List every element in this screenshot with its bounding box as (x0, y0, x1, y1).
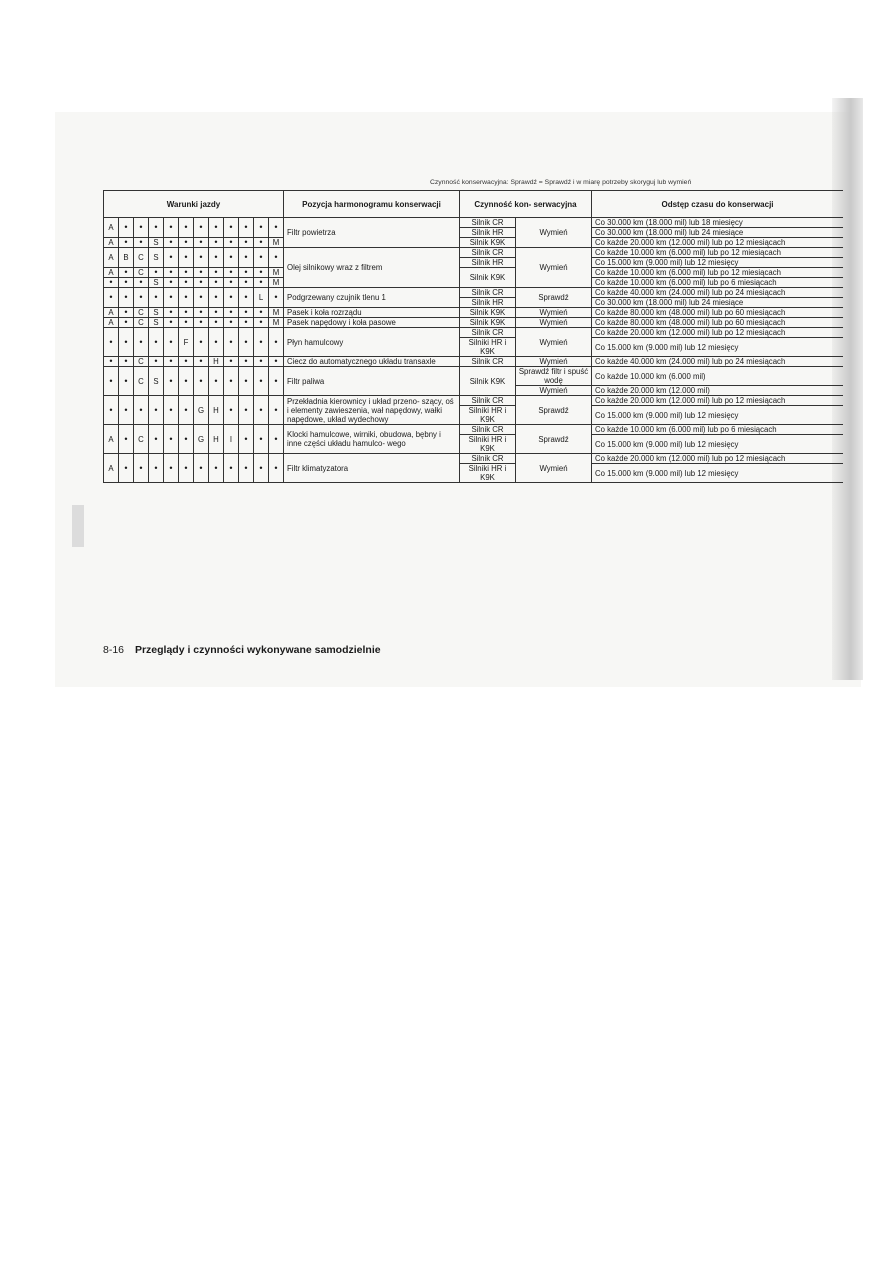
section-title: Przeglądy i czynności wykonywane samodzielnie (134, 644, 381, 656)
action-cell: Sprawdź (516, 396, 592, 425)
table-row (104, 318, 844, 328)
interval-cell: Co 30.000 km (18.000 mil) lub 24 miesiące (592, 298, 843, 308)
condition-cell: • (179, 268, 194, 278)
condition-cell: • (254, 396, 269, 425)
condition-cell: • (119, 396, 134, 425)
engine-cell: Silnik K9K (460, 308, 516, 318)
schedule-item: Filtr powietrza (284, 218, 460, 248)
condition-cell: C (134, 318, 149, 328)
condition-cell: • (224, 248, 239, 268)
condition-cell: M (269, 308, 284, 318)
condition-cell: • (239, 218, 254, 238)
condition-cell: • (224, 367, 239, 396)
condition-cell: • (209, 238, 224, 248)
condition-cell: • (164, 357, 179, 367)
condition-cell: • (194, 218, 209, 238)
condition-cell: • (209, 367, 224, 396)
action-cell: Wymień (516, 386, 592, 396)
condition-cell: • (194, 328, 209, 357)
interval-cell: Co każde 20.000 km (12.000 mil) lub po 12 miesiącach (592, 328, 843, 338)
condition-cell: • (269, 425, 284, 454)
condition-cell: A (104, 318, 119, 328)
condition-cell: A (104, 308, 119, 318)
interval-cell: Co 15.000 km (9.000 mil) lub 12 miesięcy (592, 464, 843, 483)
condition-cell: • (119, 308, 134, 318)
condition-cell: • (269, 328, 284, 357)
condition-cell: • (194, 308, 209, 318)
condition-cell: • (224, 218, 239, 238)
condition-cell: H (209, 357, 224, 367)
condition-cell: A (104, 454, 119, 483)
condition-cell: C (134, 425, 149, 454)
table-header-row (104, 191, 844, 218)
condition-cell: • (224, 288, 239, 308)
condition-cell: F (179, 328, 194, 357)
condition-cell: S (149, 318, 164, 328)
action-cell: Wymień (516, 328, 592, 357)
interval-cell: Co 15.000 km (9.000 mil) lub 12 miesięcy (592, 435, 843, 454)
condition-cell: • (254, 218, 269, 238)
condition-cell: • (164, 425, 179, 454)
condition-cell: M (269, 318, 284, 328)
condition-cell: • (149, 218, 164, 238)
condition-cell: B (119, 248, 134, 268)
condition-cell: • (164, 268, 179, 278)
engine-cell: Silniki HR i K9K (460, 435, 516, 454)
condition-cell: • (104, 367, 119, 396)
header-maintenance-action: Czynność kon- serwacyjna (460, 191, 592, 218)
condition-cell: C (134, 367, 149, 396)
condition-cell: • (239, 425, 254, 454)
action-cell: Sprawdź (516, 288, 592, 308)
table-row (104, 218, 844, 228)
condition-cell: • (224, 318, 239, 328)
condition-cell: • (149, 396, 164, 425)
action-cell: Wymień (516, 357, 592, 367)
condition-cell: A (104, 218, 119, 238)
condition-cell: • (179, 454, 194, 483)
condition-cell: • (254, 357, 269, 367)
condition-cell: • (179, 218, 194, 238)
schedule-item: Filtr klimatyzatora (284, 454, 460, 483)
interval-cell: Co każde 20.000 km (12.000 mil) lub po 12 miesiącach (592, 238, 843, 248)
condition-cell: • (209, 268, 224, 278)
maintenance-schedule-table (103, 190, 843, 483)
condition-cell: A (104, 268, 119, 278)
condition-cell: • (134, 454, 149, 483)
condition-cell: • (134, 328, 149, 357)
condition-cell: • (239, 308, 254, 318)
condition-cell: • (119, 318, 134, 328)
condition-cell: A (104, 238, 119, 248)
page-footer (103, 644, 381, 656)
table-row (104, 308, 844, 318)
condition-cell: • (269, 396, 284, 425)
condition-cell: • (134, 288, 149, 308)
engine-cell: Silnik K9K (460, 238, 516, 248)
condition-cell: • (164, 454, 179, 483)
action-cell: Wymień (516, 248, 592, 288)
engine-cell: Silnik K9K (460, 367, 516, 396)
table-row (104, 328, 844, 338)
condition-cell: • (119, 454, 134, 483)
condition-cell: • (239, 357, 254, 367)
condition-cell: • (239, 318, 254, 328)
action-cell: Sprawdź (516, 425, 592, 454)
schedule-item: Ciecz do automatycznego układu transaxle (284, 357, 460, 367)
condition-cell: • (119, 268, 134, 278)
schedule-item: Klocki hamulcowe, wirniki, obudowa, bębny i inne części układu hamulco- wego (284, 425, 460, 454)
header-maintenance-interval: Odstęp czasu do konserwacji (592, 191, 843, 218)
condition-cell: M (269, 268, 284, 278)
interval-cell: Co 30.000 km (18.000 mil) lub 24 miesiące (592, 228, 843, 238)
condition-cell: • (149, 328, 164, 357)
engine-cell: Silnik CR (460, 288, 516, 298)
condition-cell: • (179, 248, 194, 268)
condition-cell: • (149, 268, 164, 278)
engine-cell: Silnik CR (460, 248, 516, 258)
condition-cell: • (119, 218, 134, 238)
condition-cell: • (269, 288, 284, 308)
table-row (104, 248, 844, 258)
table-row (104, 268, 844, 278)
condition-cell: • (209, 288, 224, 308)
condition-cell: • (164, 238, 179, 248)
condition-cell: • (239, 367, 254, 396)
condition-cell: I (224, 425, 239, 454)
condition-cell: • (209, 308, 224, 318)
header-driving-conditions: Warunki jazdy (104, 191, 284, 218)
condition-cell: • (134, 238, 149, 248)
interval-cell: Co 30.000 km (18.000 mil) lub 18 miesięcy (592, 218, 843, 228)
table-row (104, 425, 844, 435)
condition-cell: • (254, 318, 269, 328)
condition-cell: • (194, 318, 209, 328)
condition-cell: • (149, 425, 164, 454)
engine-cell: Silniki HR i K9K (460, 464, 516, 483)
condition-cell: • (254, 454, 269, 483)
interval-cell: Co każde 20.000 km (12.000 mil) (592, 386, 843, 396)
condition-cell: G (194, 425, 209, 454)
condition-cell: • (224, 357, 239, 367)
condition-cell: • (239, 268, 254, 278)
condition-cell: • (224, 454, 239, 483)
condition-cell: S (149, 308, 164, 318)
condition-cell: • (239, 396, 254, 425)
table-row (104, 367, 844, 386)
interval-cell: Co każde 10.000 km (6.000 mil) lub po 12 miesiącach (592, 248, 843, 258)
condition-cell: C (134, 248, 149, 268)
condition-cell: • (119, 328, 134, 357)
condition-cell: • (194, 288, 209, 308)
table-row (104, 238, 844, 248)
schedule-item: Filtr paliwa (284, 367, 460, 396)
schedule-item: Olej silnikowy wraz z filtrem (284, 248, 460, 288)
condition-cell: C (134, 268, 149, 278)
condition-cell: • (194, 278, 209, 288)
table-row (104, 357, 844, 367)
interval-cell: Co każde 10.000 km (6.000 mil) lub po 6 miesiącach (592, 425, 843, 435)
condition-cell: • (104, 396, 119, 425)
condition-cell: M (269, 278, 284, 288)
condition-cell: • (164, 248, 179, 268)
condition-cell: • (179, 318, 194, 328)
condition-cell: A (104, 425, 119, 454)
condition-cell: • (164, 218, 179, 238)
condition-cell: • (269, 367, 284, 396)
condition-cell: • (164, 278, 179, 288)
condition-cell: • (119, 357, 134, 367)
condition-cell: • (269, 248, 284, 268)
engine-cell: Silnik CR (460, 218, 516, 228)
condition-cell: • (254, 367, 269, 396)
condition-cell: H (209, 425, 224, 454)
condition-cell: • (254, 238, 269, 248)
maintenance-table-wrapper (103, 190, 843, 570)
condition-cell: • (239, 288, 254, 308)
condition-cell: • (119, 238, 134, 248)
condition-cell: • (224, 238, 239, 248)
schedule-item: Podgrzewany czujnik tlenu 1 (284, 288, 460, 308)
table-row (104, 288, 844, 298)
condition-cell: • (104, 278, 119, 288)
condition-cell: • (194, 367, 209, 396)
engine-cell: Silnik CR (460, 357, 516, 367)
interval-cell: Co 15.000 km (9.000 mil) lub 12 miesięcy (592, 406, 843, 425)
maintenance-action-legend: Czynność konserwacyjna: Sprawdź = Sprawdź i w miarę potrzeby skoryguj lub wymień (430, 179, 692, 186)
condition-cell: • (119, 367, 134, 396)
condition-cell: • (254, 278, 269, 288)
condition-cell: • (164, 367, 179, 396)
condition-cell: • (134, 218, 149, 238)
condition-cell: • (179, 288, 194, 308)
condition-cell: S (149, 367, 164, 396)
condition-cell: H (209, 396, 224, 425)
condition-cell: • (224, 396, 239, 425)
page-number: 8-16 (103, 644, 125, 656)
condition-cell: S (149, 248, 164, 268)
condition-cell: • (149, 357, 164, 367)
condition-cell: L (254, 288, 269, 308)
action-cell: Wymień (516, 308, 592, 318)
condition-cell: • (164, 308, 179, 318)
interval-cell: Co każde 40.000 km (24.000 mil) lub po 24 miesiącach (592, 288, 843, 298)
condition-cell: • (179, 396, 194, 425)
condition-cell: • (194, 248, 209, 268)
action-cell: Sprawdź filtr i spuść wodę (516, 367, 592, 386)
condition-cell: • (179, 308, 194, 318)
interval-cell: Co każde 20.000 km (12.000 mil) lub po 12 miesiącach (592, 454, 843, 464)
interval-cell: Co każde 10.000 km (6.000 mil) lub po 12 miesiącach (592, 268, 843, 278)
engine-cell: Silniki HR i K9K (460, 338, 516, 357)
condition-cell: • (209, 318, 224, 328)
page-edge-tab (72, 505, 84, 547)
condition-cell: • (149, 454, 164, 483)
condition-cell: • (269, 218, 284, 238)
condition-cell: • (164, 318, 179, 328)
schedule-item: Pasek napędowy i koła pasowe (284, 318, 460, 328)
engine-cell: Silnik K9K (460, 268, 516, 288)
condition-cell: • (224, 308, 239, 318)
condition-cell: • (254, 308, 269, 318)
condition-cell: • (104, 288, 119, 308)
condition-cell: • (209, 278, 224, 288)
engine-cell: Silnik CR (460, 328, 516, 338)
condition-cell: • (239, 328, 254, 357)
header-schedule-item: Pozycja harmonogramu konserwacji (284, 191, 460, 218)
schedule-item: Pasek i koła rozrządu (284, 308, 460, 318)
condition-cell: • (254, 328, 269, 357)
interval-cell: Co każde 40.000 km (24.000 mil) lub po 24 miesiącach (592, 357, 843, 367)
condition-cell: • (194, 357, 209, 367)
action-cell: Wymień (516, 318, 592, 328)
condition-cell: • (164, 396, 179, 425)
condition-cell: • (254, 268, 269, 278)
condition-cell: • (179, 367, 194, 396)
condition-cell: • (224, 268, 239, 278)
condition-cell: • (209, 248, 224, 268)
condition-cell: S (149, 238, 164, 248)
condition-cell: • (164, 288, 179, 308)
interval-cell: Co każde 80.000 km (48.000 mil) lub po 60 miesiącach (592, 308, 843, 318)
interval-cell: Co każde 80.000 km (48.000 mil) lub po 60 miesiącach (592, 318, 843, 328)
condition-cell: • (224, 278, 239, 288)
interval-cell: Co każde 10.000 km (6.000 mil) lub po 6 miesiącach (592, 278, 843, 288)
condition-cell: • (179, 238, 194, 248)
condition-cell: • (119, 278, 134, 288)
interval-cell: Co każde 20.000 km (12.000 mil) lub po 12 miesiącach (592, 396, 843, 406)
engine-cell: Silnik HR (460, 228, 516, 238)
condition-cell: C (134, 308, 149, 318)
condition-cell: • (254, 248, 269, 268)
table-body (104, 218, 844, 483)
engine-cell: Silniki HR i K9K (460, 406, 516, 425)
condition-cell: • (134, 278, 149, 288)
condition-cell: • (149, 288, 164, 308)
schedule-item: Przekładnia kierownicy i układ przeno- szący, oś i elementy zawieszenia, wał napędowy, wałki napędowe, układ wydechowy (284, 396, 460, 425)
condition-cell: • (179, 425, 194, 454)
condition-cell: • (239, 278, 254, 288)
condition-cell: G (194, 396, 209, 425)
action-cell: Wymień (516, 218, 592, 248)
condition-cell: S (149, 278, 164, 288)
condition-cell: • (194, 268, 209, 278)
condition-cell: • (134, 396, 149, 425)
engine-cell: Silnik HR (460, 298, 516, 308)
table-row (104, 454, 844, 464)
condition-cell: • (224, 328, 239, 357)
condition-cell: • (164, 328, 179, 357)
condition-cell: • (239, 454, 254, 483)
condition-cell: • (254, 425, 269, 454)
condition-cell: • (179, 278, 194, 288)
engine-cell: Silnik CR (460, 454, 516, 464)
condition-cell: • (269, 454, 284, 483)
table-row (104, 396, 844, 406)
engine-cell: Silnik K9K (460, 318, 516, 328)
condition-cell: • (194, 454, 209, 483)
condition-cell: • (119, 288, 134, 308)
condition-cell: • (194, 238, 209, 248)
condition-cell: A (104, 248, 119, 268)
condition-cell: • (209, 328, 224, 357)
condition-cell: • (119, 425, 134, 454)
condition-cell: • (104, 357, 119, 367)
condition-cell: • (209, 218, 224, 238)
condition-cell: • (104, 328, 119, 357)
engine-cell: Silnik CR (460, 425, 516, 435)
condition-cell: • (209, 454, 224, 483)
condition-cell: M (269, 238, 284, 248)
condition-cell: • (239, 248, 254, 268)
condition-cell: • (239, 238, 254, 248)
condition-cell: • (179, 357, 194, 367)
condition-cell: • (269, 357, 284, 367)
interval-cell: Co 15.000 km (9.000 mil) lub 12 miesięcy (592, 338, 843, 357)
schedule-item: Płyn hamulcowy (284, 328, 460, 357)
interval-cell: Co 15.000 km (9.000 mil) lub 12 miesięcy (592, 258, 843, 268)
action-cell: Wymień (516, 454, 592, 483)
engine-cell: Silnik CR (460, 396, 516, 406)
condition-cell: C (134, 357, 149, 367)
engine-cell: Silnik HR (460, 258, 516, 268)
interval-cell: Co każde 10.000 km (6.000 mil) (592, 367, 843, 386)
